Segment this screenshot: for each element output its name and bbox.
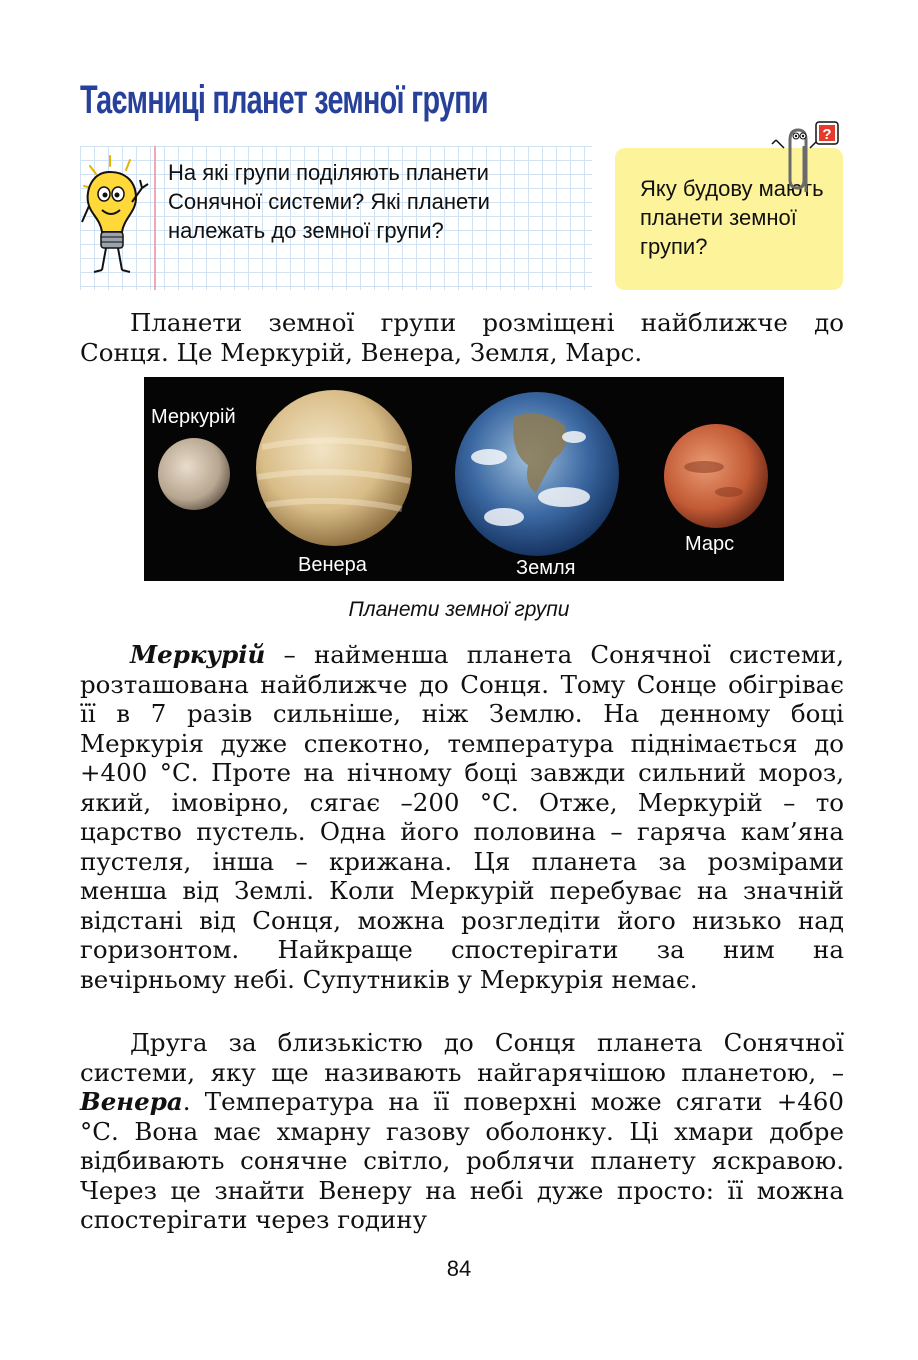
note-text: Яку будову мають планети земної групи? (640, 176, 824, 259)
paperclip-icon (770, 118, 842, 198)
venus-term: Венера (80, 1087, 183, 1116)
label-mercury: Меркурій (151, 406, 236, 428)
mars-planet (664, 424, 768, 528)
venus-text-before: Друга за близькістю до Сонця планета Сонячної системи, яку ще називають найгарячішою планетою, – (80, 1028, 844, 1087)
figure-caption: Планети земної групи (348, 598, 570, 621)
intro-text: Планети земної групи розміщені найближче до Сонця. Це Меркурій, Венера, Земля, Марс. (80, 308, 844, 367)
margin-line (154, 146, 156, 290)
label-venus: Венера (298, 554, 367, 576)
mercury-text: – найменша планета Сонячної системи, розташована найближче до Сонця. Тому Сонце обігріває її в 7 разів сильніше, ніж Землю. На денному боці Меркурія дуже спекотно, температура піднімається до +400 °С. Проте на нічному боці завжди сильний мороз, який, імовірно, сягає –200 °С. Отже, Меркурій – то царство пустель. Одна його половина – гаряча кам’яна пустеля, інша – крижана. Ця планета за розмірами менша від Землі. Коли Меркурій перебуває на значній відстані від Сонця, можна розгледіти його низько над горизонтом. Найкраще спостерігати за ним на вечірньому небі. Супутників у Меркурія немає. (80, 640, 844, 994)
mercury-planet (158, 438, 230, 510)
mercury-term: Меркурій (130, 640, 266, 669)
intro-paragraph (80, 308, 844, 367)
question-box (80, 146, 592, 290)
page-number: 84 (446, 1256, 472, 1281)
lightbulb-icon (80, 152, 150, 280)
page-title: Таємниці планет земної групи (80, 78, 488, 122)
label-earth: Земля (516, 557, 576, 579)
planets-photo (144, 377, 784, 581)
venus-paragraph (80, 1028, 844, 1235)
question-text: На які групи поділяють планети Сонячної системи? Які планети належать до земної групи? (168, 160, 490, 243)
mercury-paragraph (80, 640, 844, 994)
venus-text-after: . Температура на її поверхні може сягати +460 °С. Вона має хмарну газову оболонку. Ці хмари добре відбивають сонячне світло, роблячи планету яскравою. Через це знайти Венеру на небі дуже просто: її можна спостерігати через годину (80, 1087, 844, 1234)
question-badge: ? (822, 126, 832, 143)
venus-planet (256, 390, 412, 546)
label-mars: Марс (685, 533, 735, 555)
